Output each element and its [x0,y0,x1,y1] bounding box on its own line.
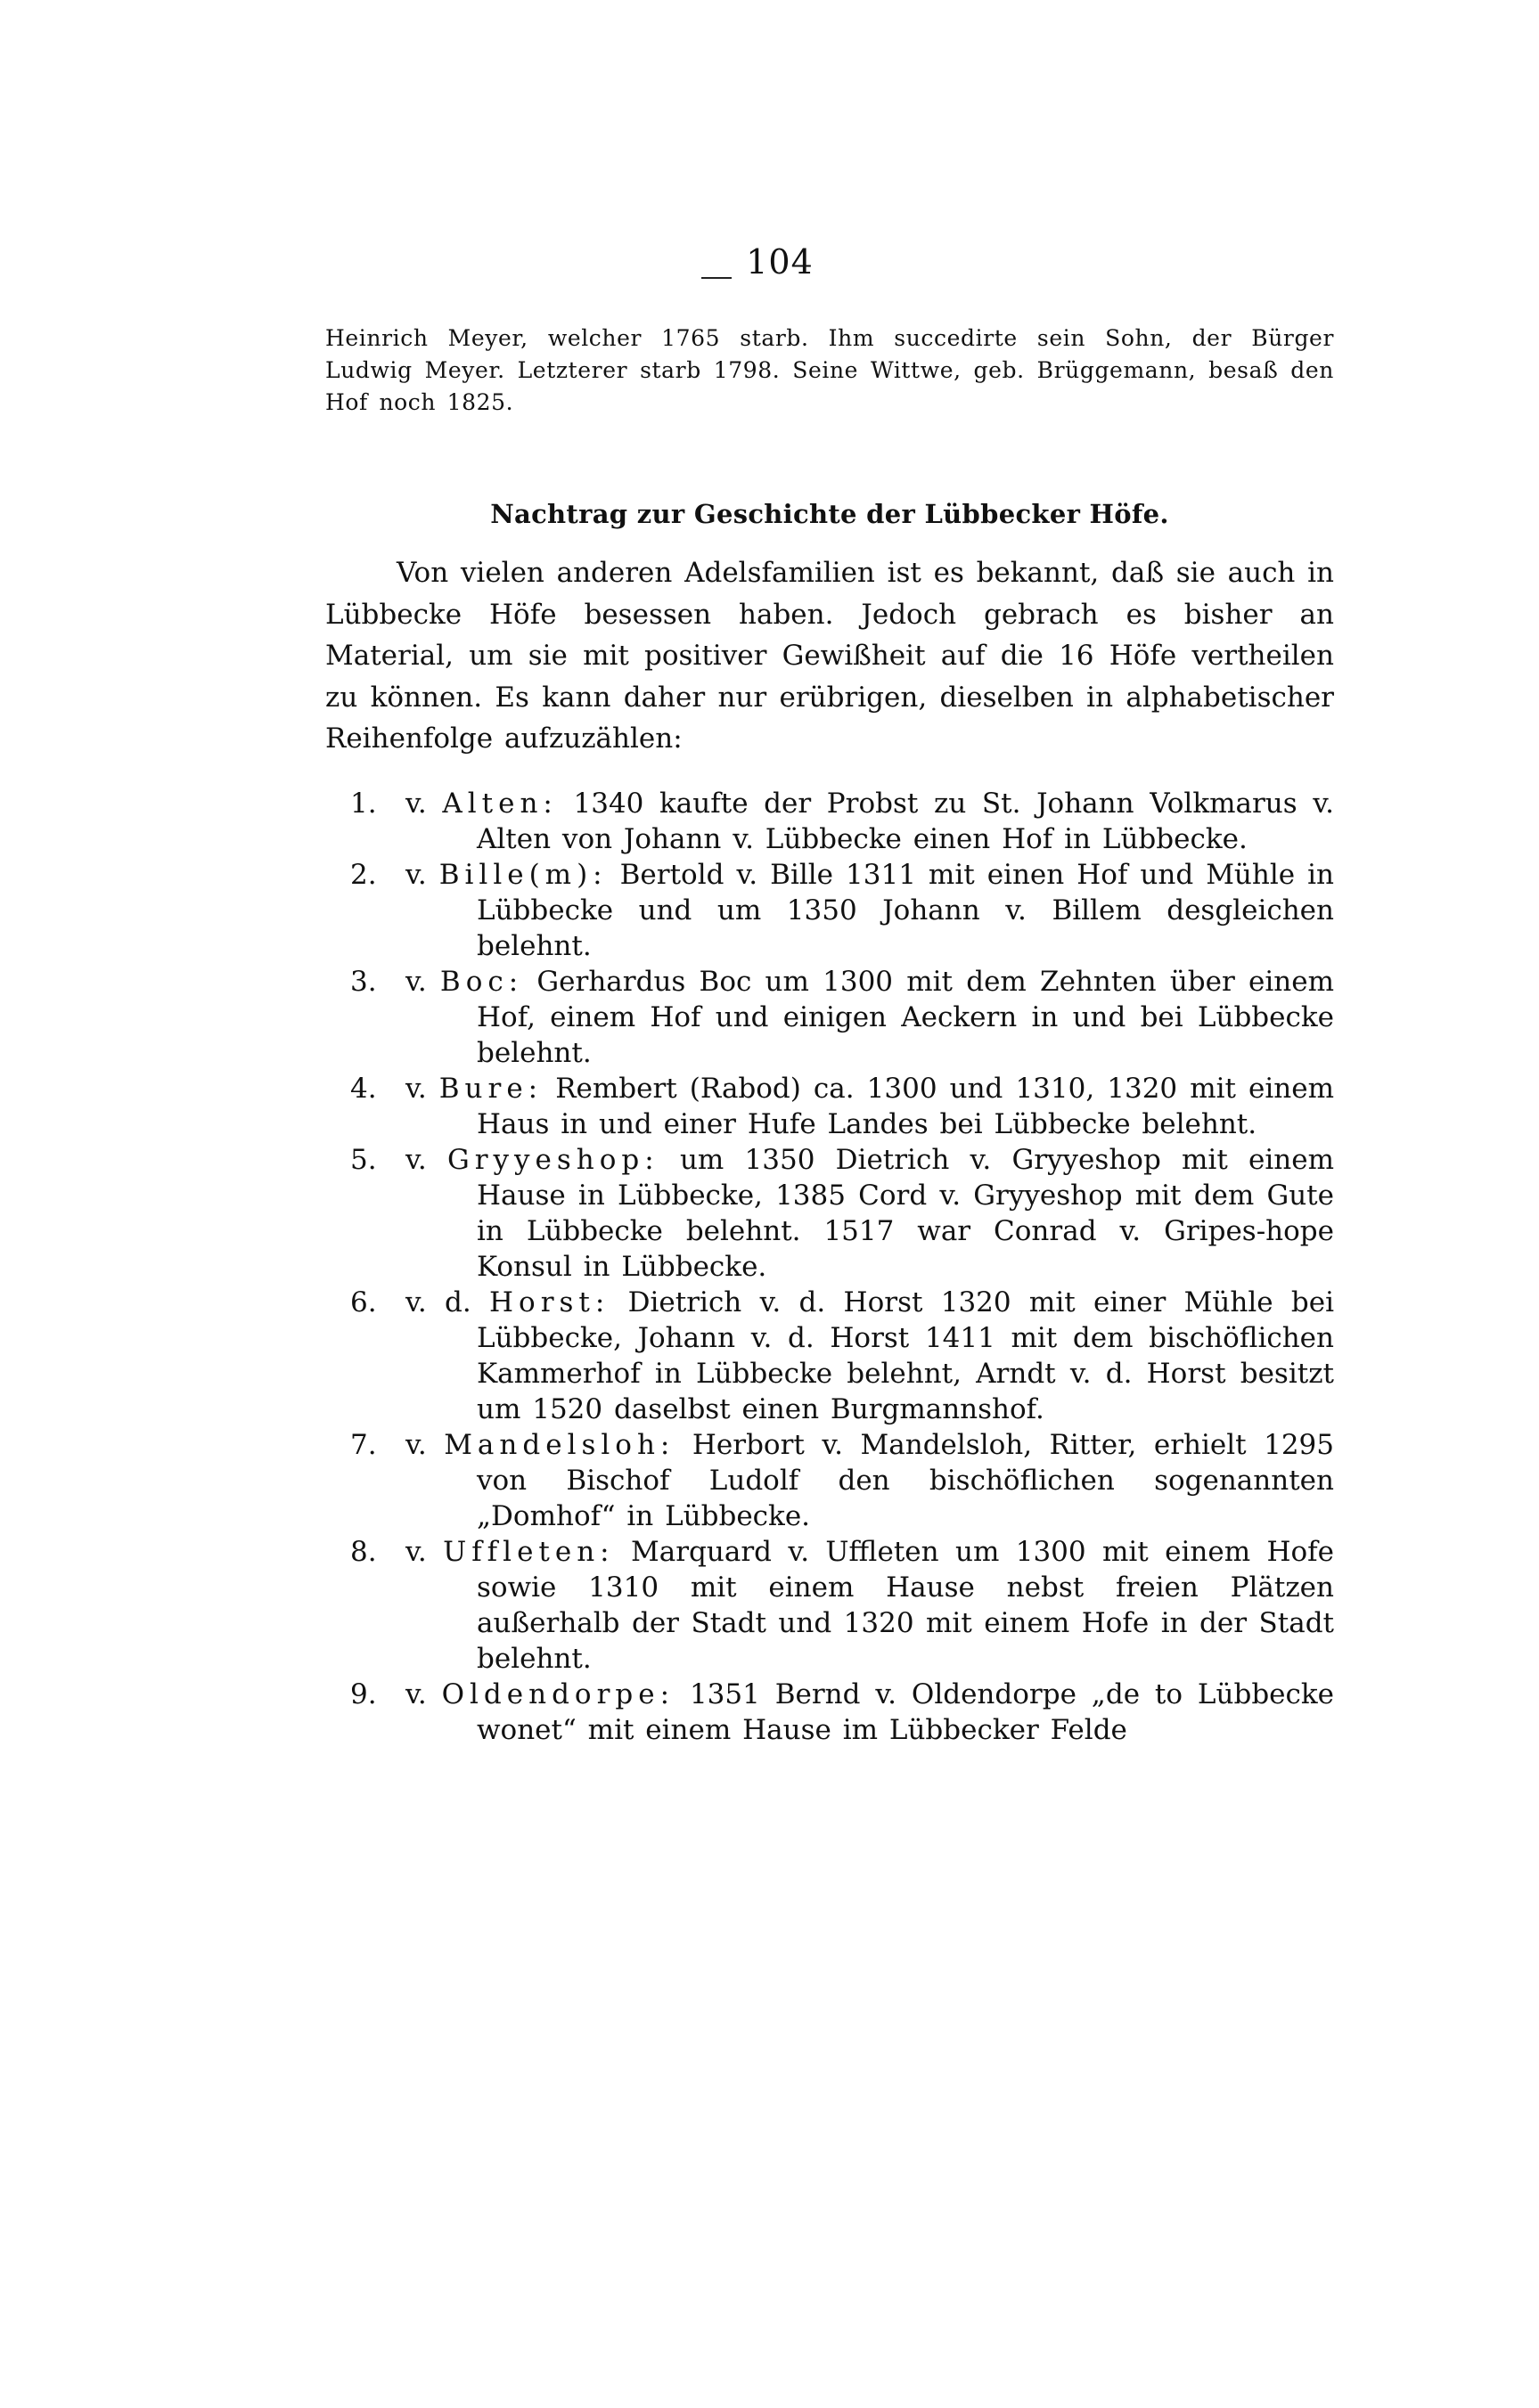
item-text: 1340 kaufte der Probst zu St. Johann Volkmarus v. Alten von Johann v. Lübbecke einen Hof in Lübbecke. [477,788,1334,855]
item-family-name: Boc: [439,966,524,998]
item-text: Dietrich v. d. Horst 1320 mit einer Mühle bei Lübbecke, Johann v. d. Horst 1411 mit dem bischöflichen Kammerhof in Lübbecke belehnt, Arndt v. d. Horst besitzt um 1520 daselbst einen Burgmannshof. [477,1286,1335,1425]
item-number: 7. [350,1429,377,1461]
item-family-name: Bille(m): [438,859,608,891]
item-number: 5. [350,1144,377,1176]
item-prefix: v. [405,966,427,998]
item-text: Bertold v. Bille 1311 mit einen Hof und Mühle in Lübbecke und um 1350 Johann v. Billem desgleichen belehnt. [477,859,1335,962]
list-item [325,964,1334,1071]
list-item [325,786,1334,857]
list-item [325,1677,1334,1748]
item-prefix: v. [405,1429,427,1461]
body-paragraph: Von vielen anderen Adelsfamilien ist es bekannt, daß sie auch in Lübbecke Höfe besessen haben. Jedoch gebrach es bisher an Material, um sie mit positiver Gewißheit auf die 16 Höfe vertheilen zu können. Es kann daher nur erübrigen, dieselben in alphabetischer Reihenfolge aufzuzählen: [325,557,1334,755]
item-family-name: Bure: [438,1073,544,1105]
item-number: 3. [350,966,377,998]
item-text: um 1350 Dietrich v. Gryyeshop mit einem Hause in Lübbecke, 1385 Cord v. Gryyeshop mit dem Gute in Lübbecke belehnt. 1517 war Conrad v. Gripes-hope Konsul in Lübbecke. [477,1144,1334,1283]
item-text: Gerhardus Boc um 1300 mit dem Zehnten über einem Hof, einem Hof und einigen Aeckern in und bei Lübbecke belehnt. [477,966,1334,1069]
item-prefix: v. [405,1144,427,1176]
list-item [325,1071,1334,1142]
list-item [325,1427,1334,1534]
item-lead [405,1429,675,1461]
item-prefix: v. d. [405,1286,471,1318]
page-number-value: 104 [746,242,814,282]
item-lead [405,1536,615,1568]
item-lead [405,1073,543,1105]
item-lead [405,1144,659,1176]
item-family-name: Oldendorpe: [441,1678,675,1710]
item-family-name: Uffleten: [443,1536,615,1568]
item-prefix: v. [405,1536,427,1568]
item-prefix: v. [405,859,427,891]
list-item [325,1534,1334,1677]
item-number: 6. [350,1286,377,1318]
item-text: Herbort v. Mandelsloh, Ritter, erhielt 1295 von Bischof Ludolf den bischöflichen sogenannten „Domhof“ in Lübbecke. [477,1429,1334,1532]
list-item [325,857,1334,964]
item-family-name: Mandelsloh: [444,1429,675,1461]
item-lead [405,788,558,820]
item-lead [405,859,608,891]
item-prefix: v. [405,1678,427,1710]
item-number: 8. [350,1536,377,1568]
item-number: 1. [350,788,377,820]
item-number: 4. [350,1073,377,1105]
item-number: 9. [350,1678,377,1710]
item-family-name: Horst: [489,1286,610,1318]
item-family-name: Gryyeshop: [446,1144,659,1176]
item-text: Rembert (Rabod) ca. 1300 und 1310, 1320 mit einem Haus in und einer Hufe Landes bei Lübbecke belehnt. [477,1073,1334,1140]
intro-paragraph: Heinrich Meyer, welcher 1765 starb. Ihm succedirte sein Sohn, der Bürger Ludwig Meyer. Letzterer starb 1798. Seine Wittwe, geb. Brüggemann, besaß den Hof noch 1825. [325,325,1334,415]
item-family-name: Alten: [442,788,558,820]
item-number: 2. [350,859,377,891]
family-list [325,786,1334,1748]
item-prefix: v. [405,1073,427,1105]
page-number-dash [701,277,732,279]
item-text: Marquard v. Uffleten um 1300 mit einem Hofe sowie 1310 mit einem Hause nebst freien Plätzen außerhalb der Stadt und 1320 mit einem Hofe in der Stadt belehnt. [477,1536,1334,1675]
item-lead [405,1286,610,1318]
list-item [325,1285,1334,1427]
section-heading: Nachtrag zur Geschichte der Lübbecker Höfe. [490,499,1169,529]
item-lead [405,966,523,998]
item-text: 1351 Bernd v. Oldendorpe „de to Lübbecke wonet“ mit einem Hause im Lübbecker Felde [477,1678,1334,1746]
item-prefix: v. [405,788,427,820]
item-lead [405,1678,675,1710]
page-number [695,242,820,282]
list-item [325,1142,1334,1285]
